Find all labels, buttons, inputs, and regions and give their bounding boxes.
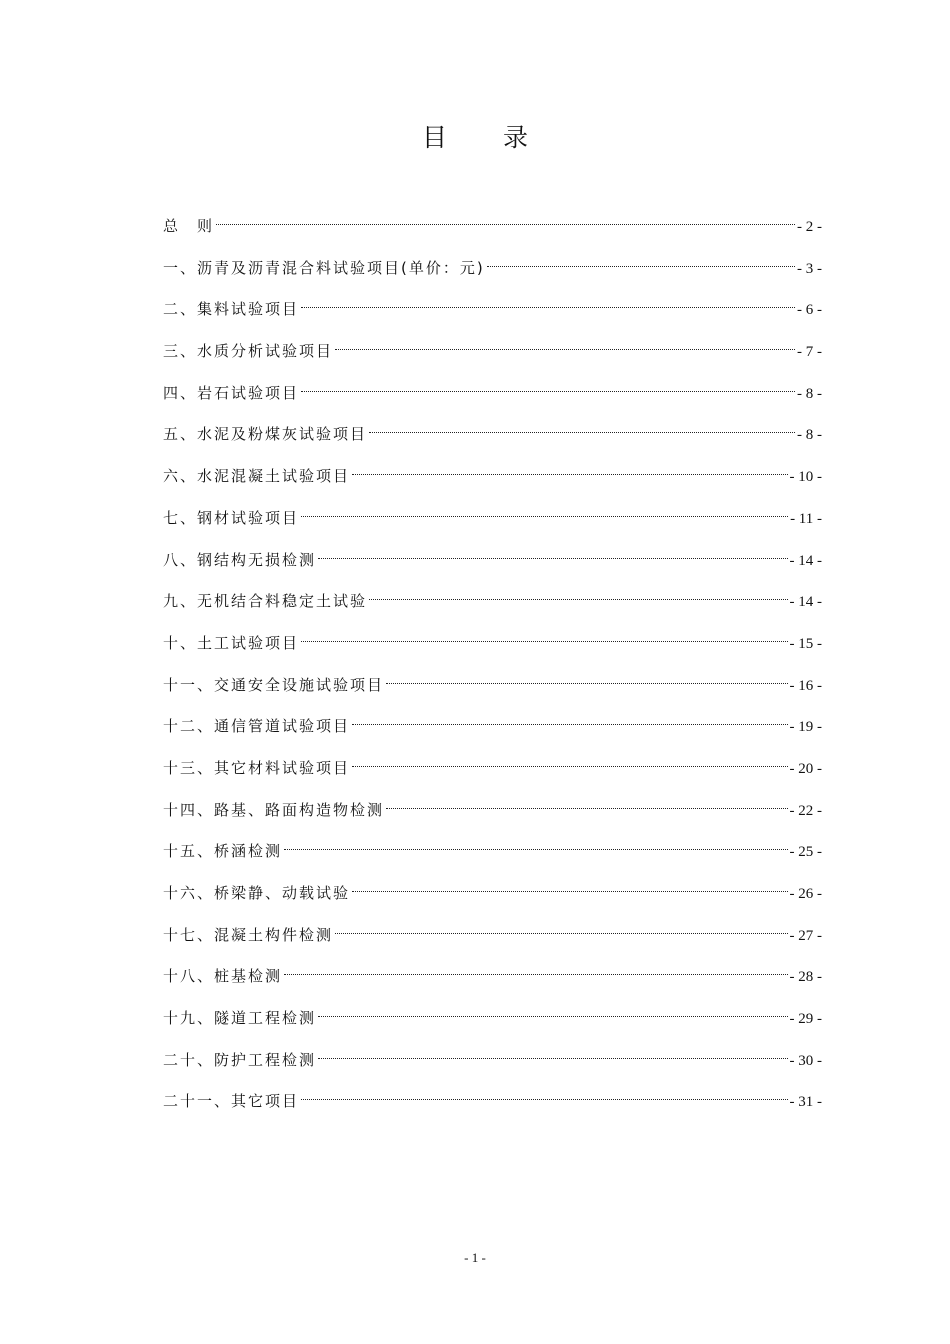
toc-entry-label: 三、水质分析试验项目 bbox=[163, 342, 334, 361]
toc-entry[interactable] bbox=[163, 499, 822, 541]
toc-entry-page: - 19 - bbox=[789, 719, 822, 736]
toc-dot-leader bbox=[335, 332, 795, 356]
toc-entry-label: 十一、交通安全设施试验项目 bbox=[163, 675, 385, 694]
toc-entry-page: - 25 - bbox=[789, 844, 822, 861]
toc-dot-leader bbox=[301, 290, 795, 314]
toc-dot-leader bbox=[318, 999, 787, 1023]
toc-dot-leader bbox=[386, 791, 787, 815]
toc-dot-leader bbox=[352, 457, 787, 481]
toc-entry-label: 七、钢材试验项目 bbox=[163, 508, 300, 527]
toc-entry[interactable] bbox=[163, 290, 822, 332]
toc-entry-label: 九、无机结合料稳定土试验 bbox=[163, 592, 368, 611]
toc-dot-leader bbox=[369, 415, 795, 439]
toc-entry[interactable] bbox=[163, 916, 822, 958]
toc-entry-page: - 30 - bbox=[789, 1052, 822, 1069]
toc-entry-label: 五、水泥及粉煤灰试验项目 bbox=[163, 425, 368, 444]
toc-entry-page: - 15 - bbox=[789, 635, 822, 652]
toc-entry-label: 二、集料试验项目 bbox=[163, 300, 300, 319]
toc-dot-leader bbox=[386, 666, 787, 690]
toc-entry[interactable] bbox=[163, 1041, 822, 1083]
toc-entry-page: - 10 - bbox=[789, 469, 822, 486]
toc-entry-label: 二十、防护工程检测 bbox=[163, 1050, 317, 1069]
toc-entry-page: - 8 - bbox=[797, 427, 822, 444]
toc-entry-label: 十九、隧道工程检测 bbox=[163, 1009, 317, 1028]
toc-entry-label: 十三、其它材料试验项目 bbox=[163, 758, 351, 777]
toc-entry[interactable] bbox=[163, 791, 822, 833]
toc-entry[interactable] bbox=[163, 457, 822, 499]
toc-dot-leader bbox=[352, 707, 787, 731]
toc-entry[interactable] bbox=[163, 666, 822, 708]
toc-entry[interactable] bbox=[163, 541, 822, 583]
toc-dot-leader bbox=[301, 499, 788, 523]
table-of-contents bbox=[163, 207, 822, 1124]
toc-entry[interactable] bbox=[163, 832, 822, 874]
toc-entry-label: 十五、桥涵检测 bbox=[163, 842, 283, 861]
toc-entry[interactable] bbox=[163, 749, 822, 791]
toc-entry-label: 十、土工试验项目 bbox=[163, 633, 300, 652]
toc-dot-leader bbox=[301, 624, 787, 648]
toc-dot-leader bbox=[301, 1082, 787, 1106]
toc-dot-leader bbox=[216, 207, 795, 231]
toc-entry[interactable] bbox=[163, 707, 822, 749]
toc-entry-page: - 14 - bbox=[789, 552, 822, 569]
toc-dot-leader bbox=[284, 832, 787, 856]
toc-entry-page: - 8 - bbox=[797, 385, 822, 402]
toc-entry-label: 一、沥青及沥青混合料试验项目(单价：元) bbox=[163, 258, 485, 277]
toc-entry-page: - 20 - bbox=[789, 760, 822, 777]
toc-entry-page: - 16 - bbox=[789, 677, 822, 694]
toc-dot-leader bbox=[318, 1041, 787, 1065]
toc-entry[interactable] bbox=[163, 332, 822, 374]
toc-dot-leader bbox=[487, 249, 795, 273]
toc-entry-label: 十四、路基、路面构造物检测 bbox=[163, 800, 385, 819]
toc-entry-label: 二十一、其它项目 bbox=[163, 1092, 300, 1111]
toc-entry-label: 十二、通信管道试验项目 bbox=[163, 717, 351, 736]
toc-dot-leader bbox=[352, 874, 787, 898]
toc-entry-label: 总 则 bbox=[163, 217, 215, 235]
toc-entry[interactable] bbox=[163, 874, 822, 916]
toc-dot-leader bbox=[335, 916, 787, 940]
page-title: 目 录 bbox=[422, 123, 552, 152]
toc-dot-leader bbox=[369, 582, 787, 606]
toc-entry[interactable] bbox=[163, 374, 822, 416]
toc-entry-label: 四、岩石试验项目 bbox=[163, 383, 300, 402]
toc-entry[interactable] bbox=[163, 582, 822, 624]
toc-entry-label: 十八、桩基检测 bbox=[163, 967, 283, 986]
toc-entry[interactable] bbox=[163, 249, 822, 291]
toc-entry-page: - 28 - bbox=[789, 969, 822, 986]
toc-entry-page: - 26 - bbox=[789, 886, 822, 902]
toc-dot-leader bbox=[301, 374, 795, 398]
toc-entry[interactable] bbox=[163, 415, 822, 457]
toc-entry[interactable] bbox=[163, 207, 822, 249]
toc-entry[interactable] bbox=[163, 624, 822, 666]
toc-dot-leader bbox=[352, 749, 787, 773]
toc-entry-page: - 6 - bbox=[797, 302, 822, 319]
toc-dot-leader bbox=[318, 541, 787, 565]
toc-entry-label: 十七、混凝土构件检测 bbox=[163, 925, 334, 944]
toc-entry-page: - 27 - bbox=[789, 927, 822, 944]
toc-entry-label: 八、钢结构无损检测 bbox=[163, 550, 317, 569]
toc-entry-page: - 11 - bbox=[790, 510, 822, 527]
toc-entry-page: - 2 - bbox=[797, 219, 822, 235]
toc-entry-page: - 7 - bbox=[797, 344, 822, 361]
toc-entry[interactable] bbox=[163, 999, 822, 1041]
toc-entry-page: - 3 - bbox=[797, 260, 822, 277]
toc-dot-leader bbox=[284, 957, 787, 981]
toc-entry-page: - 14 - bbox=[789, 594, 822, 611]
toc-entry-label: 六、水泥混凝土试验项目 bbox=[163, 467, 351, 486]
toc-entry[interactable] bbox=[163, 1082, 822, 1124]
toc-entry[interactable] bbox=[163, 957, 822, 999]
toc-entry-page: - 29 - bbox=[789, 1011, 822, 1028]
toc-entry-label: 十六、桥梁静、动载试验 bbox=[163, 884, 351, 902]
page-number-footer: - 1 - bbox=[464, 1250, 486, 1265]
toc-entry-page: - 22 - bbox=[789, 802, 822, 819]
toc-entry-page: - 31 - bbox=[789, 1094, 822, 1111]
